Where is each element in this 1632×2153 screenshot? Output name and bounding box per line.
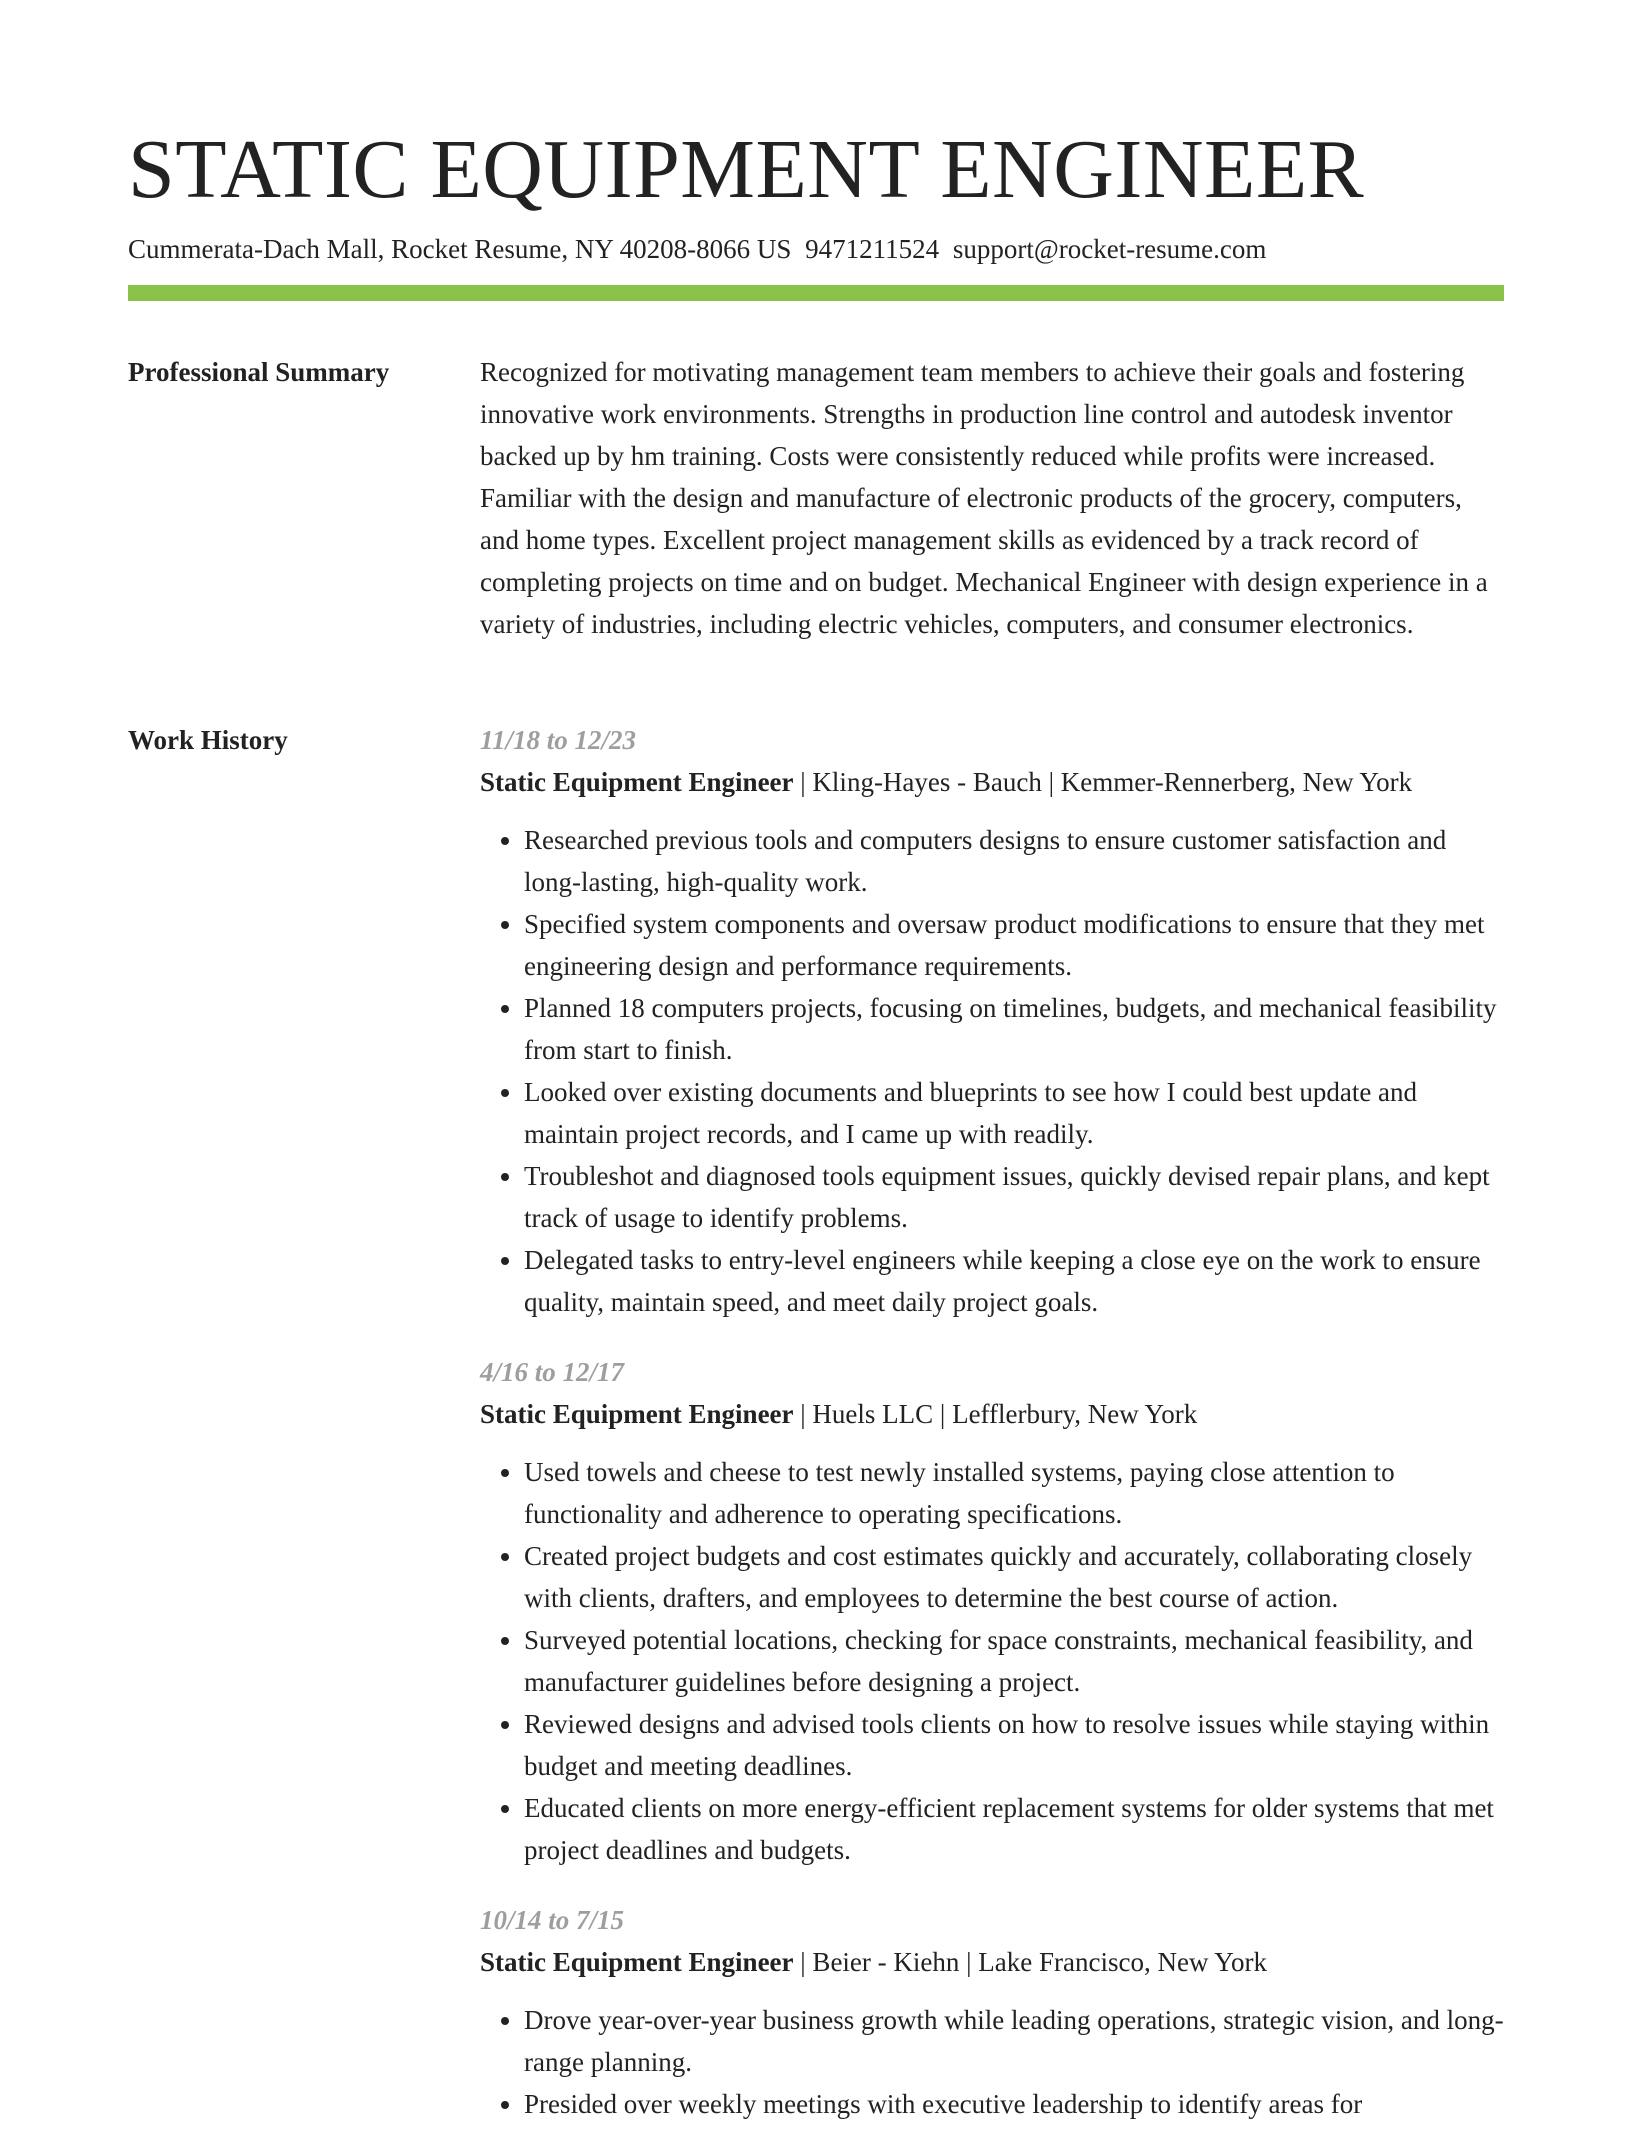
job-entry — [480, 719, 1504, 1323]
resume-name: STATIC EQUIPMENT ENGINEER — [128, 123, 1365, 216]
job-title: Static Equipment Engineer — [480, 1947, 794, 1977]
header-accent-divider — [128, 285, 1504, 301]
job-bullet-list — [480, 819, 1504, 1323]
contact-email: support@rocket-resume.com — [952, 234, 1267, 264]
job-title: Static Equipment Engineer — [480, 1399, 794, 1429]
contact-line — [128, 232, 1266, 266]
job-bullet: • Specified system components and oversaw product modifications to ensure that they met engineering design and performance requirements. — [524, 903, 1504, 987]
job-bullet: • Educated clients on more energy-efficient replacement systems for older systems that met project deadlines and budgets. — [524, 1787, 1504, 1871]
job-bullet: • Used towels and cheese to test newly installed systems, paying close attention to functionality and adherence to operating specifications. — [524, 1451, 1504, 1535]
summary-text: Recognized for motivating management team members to achieve their goals and fostering innovative work environments. Strengths in production line control and autodesk inventor backed up by hm training. Costs were consistently reduced while profits were increased. Familiar with the design and manufacture of electronic products of the grocery, computers, and home types. Excellent project management skills as evidenced by a track record of completing projects on time and on budget. Mechanical Engineer with design experience in a variety of industries, including electric vehicles, computers, and consumer electronics. — [480, 357, 1488, 639]
job-entry — [480, 1899, 1504, 2125]
job-bullet: • Created project budgets and cost estimates quickly and accurately, collaborating closely with clients, drafters, and employees to determine the best course of action. — [524, 1535, 1504, 1619]
job-dates: 11/18 to 12/23 — [480, 725, 637, 755]
summary-heading: Professional Summary — [128, 357, 390, 387]
job-dates: 10/14 to 7/15 — [480, 1905, 625, 1935]
job-bullet: • Troubleshot and diagnosed tools equipment issues, quickly devised repair plans, and kept track of usage to identify problems. — [524, 1155, 1504, 1239]
job-company-location: | Kling-Hayes - Bauch | Kemmer-Rennerberg, New York — [793, 767, 1413, 797]
job-bullet: • Surveyed potential locations, checking for space constraints, mechanical feasibility, and manufacturer guidelines before designing a project. — [524, 1619, 1504, 1703]
job-entry — [480, 1351, 1504, 1871]
job-bullet: • Researched previous tools and computers designs to ensure customer satisfaction and long-lasting, high-quality work. — [524, 819, 1504, 903]
job-bullet: • Looked over existing documents and blueprints to see how I could best update and maintain project records, and I came up with readily. — [524, 1071, 1504, 1155]
job-bullet: • Drove year-over-year business growth while leading operations, strategic vision, and long-range planning. — [524, 1999, 1504, 2083]
job-bullet: • Presided over weekly meetings with executive leadership to identify areas for — [524, 2083, 1504, 2125]
job-company-location: | Huels LLC | Lefflerbury, New York — [793, 1399, 1198, 1429]
job-heading-line — [480, 1941, 1504, 1983]
contact-phone: 9471211524 — [805, 234, 940, 264]
work-history-body — [480, 719, 1504, 2153]
job-bullet: • Planned 18 computers projects, focusing on timelines, budgets, and mechanical feasibility from start to finish. — [524, 987, 1504, 1071]
contact-address: Cummerata-Dach Mall, Rocket Resume, NY 40208-8066 US — [128, 234, 792, 264]
summary-body — [480, 351, 1504, 645]
job-heading-line — [480, 1393, 1504, 1435]
job-bullet: • Reviewed designs and advised tools clients on how to resolve issues while staying within budget and meeting deadlines. — [524, 1703, 1504, 1787]
job-bullet-list — [480, 1999, 1504, 2125]
job-bullet-list — [480, 1451, 1504, 1871]
job-title: Static Equipment Engineer — [480, 767, 794, 797]
work-history-heading: Work History — [128, 725, 288, 755]
job-dates: 4/16 to 12/17 — [480, 1357, 625, 1387]
job-heading-line — [480, 761, 1504, 803]
job-company-location: | Beier - Kiehn | Lake Francisco, New York — [793, 1947, 1267, 1977]
job-bullet: • Delegated tasks to entry-level engineers while keeping a close eye on the work to ensure quality, maintain speed, and meet daily project goals. — [524, 1239, 1504, 1323]
